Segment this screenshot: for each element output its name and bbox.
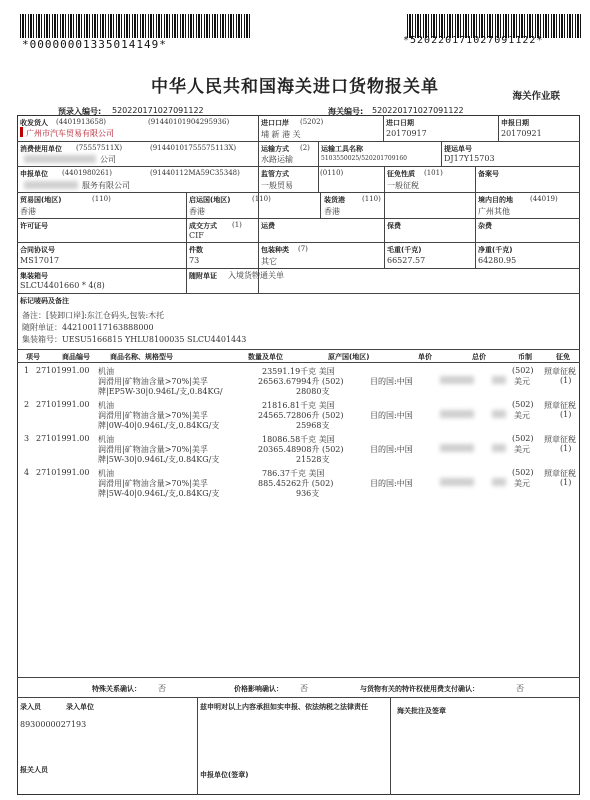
customs-number: 520220171027091122 [372,106,464,115]
item-name-line-2: 润滑用|矿物油含量>70%|美孚 [98,377,208,386]
destination-name: 广州其他 [478,207,510,216]
redacted-price [440,376,474,384]
item-no: 4 [24,468,30,477]
item-name-line-1: 机油 [98,469,114,478]
item-destination: 目的国:中国 [370,479,413,488]
col-name: 商品名称、规格型号 [110,353,173,361]
item-qty-line-3: 936支 [296,489,320,498]
bill-value: DJ17Y15703 [444,154,495,163]
origin-country: 香港 [189,207,205,216]
item-destination: 目的国:中国 [370,377,413,386]
item-name-line-1: 机油 [98,401,114,410]
item-levy: 照章征税 [544,469,576,478]
col-currency: 币制 [518,353,532,361]
consignee-name: 广州市汽车贸易有限公司 [26,129,114,138]
consumer-code: (75557511X) [76,144,123,152]
container-value: SLCU4401660 * 4(8) [20,281,105,290]
item-qty-line-2: 26563.67994升 (502) [258,377,344,386]
declarer-label: 报关人员 [20,766,48,774]
item-qty-line-1: 23591.19千克 美国 [262,367,335,376]
item-qty-line-2: 20365.48908升 (502) [258,445,344,454]
docs-value: 入境货物通关单 [228,271,284,280]
container-label: 集装箱号 [20,272,48,280]
origin-country-code: (110) [252,195,271,203]
import-port-name: 埔 新 港 关 [261,130,301,139]
col-levy: 征免 [556,353,570,361]
deal-label: 成交方式 [189,222,217,230]
item-currency-name: 美元 [514,445,530,454]
trade-country: 香港 [20,207,36,216]
remarks-line-3: 集装箱号：UESU5166815 YHLU8100035 SLCU4401443 [22,335,247,344]
redacted-name [24,155,96,163]
item-name-line-2: 润滑用|矿物油含量>70%|美孚 [98,445,208,454]
declare-date: 20170921 [501,129,542,138]
item-code: 27101991.00 [36,400,90,409]
pack-label: 包装种类 [261,246,289,254]
price-impact-label: 价格影响确认： [234,685,283,693]
item-qty-line-3: 21528支 [296,455,330,464]
deal-value: CIF [189,231,204,240]
consumer-label: 消费使用单位 [20,145,62,153]
consignee-code: (4401913658) [56,118,106,126]
transit-port-label: 装货港 [324,196,345,204]
item-levy: 照章征税 [544,401,576,410]
agent-label: 申报单位 [20,170,48,178]
levy-code: (101) [424,169,443,177]
levy-name: 一般征税 [387,181,419,190]
bill-label: 提运单号 [444,145,472,153]
remarks-label: 标记唛码及备注 [20,297,69,305]
docs-label: 随附单证 [189,272,217,280]
col-total: 总价 [472,353,486,361]
barcode-left [20,14,250,38]
item-levy: 照章征税 [544,367,576,376]
origin-country-label: 启运国(地区) [189,196,231,204]
col-no: 项号 [26,353,40,361]
item-currency-name: 美元 [514,377,530,386]
item-levy-code: (1) [560,410,572,419]
supervise-label: 监管方式 [261,170,289,178]
trade-country-code: (110) [92,195,111,203]
net-weight-value: 64280.95 [478,256,517,265]
redacted-price [492,376,506,384]
item-name-line-3: 牌|EP5W-30|0.946L/支,0.84KG/ [98,387,223,396]
col-code: 商品编号 [62,353,90,361]
destination-code: (44019) [530,195,558,203]
item-qty-line-2: 885.45262升 (502) [258,479,334,488]
item-name-line-1: 机油 [98,367,114,376]
transit-port-code: (110) [362,195,381,203]
special-relation-value: 否 [158,684,166,693]
redacted-price [440,444,474,452]
redacted-agent [24,181,78,189]
redacted-price [492,478,506,486]
item-no: 1 [24,366,30,375]
royalty-label: 与货物有关的特许权使用费支付确认： [360,685,479,693]
consignee-credit: (91440101904295936) [148,118,230,126]
item-name-line-3: 牌|5W-40|0.946L/支,0.84KG/支 [98,489,220,498]
import-port-code: (5202) [300,118,324,126]
entry-unit-label: 录入单位 [66,703,94,711]
misc-label: 杂费 [478,222,492,230]
price-impact-value: 否 [300,684,308,693]
item-levy-code: (1) [560,444,572,453]
item-name-line-2: 润滑用|矿物油含量>70%|美孚 [98,479,208,488]
entry-number: 8930000027193 [20,720,87,729]
deal-code: (1) [232,221,242,229]
col-qty: 数量及单位 [248,353,283,361]
import-date-label: 进口日期 [386,119,414,127]
item-name-line-3: 牌|0W-40|0.946L/支,0.84KG/支 [98,421,220,430]
net-weight-label: 净重(千克) [478,246,513,254]
transport-tool-value: 5103550025/520201709160 [321,155,408,162]
pack-value: 其它 [261,257,277,266]
item-destination: 目的国:中国 [370,411,413,420]
item-name-line-2: 润滑用|矿物油含量>70%|美孚 [98,411,208,420]
special-relation-label: 特殊关系确认： [92,685,141,693]
supervise-code: (0110) [320,169,344,177]
customs-label: 海关编号: [328,107,364,116]
transport-label: 运输方式 [261,145,289,153]
item-no: 2 [24,400,30,409]
col-origin: 原产国(地区) [328,353,370,361]
item-levy: 照章征税 [544,435,576,444]
item-code: 27101991.00 [36,366,90,375]
freight-label: 运费 [261,222,275,230]
item-currency-code: (502) [512,434,534,443]
item-qty-line-1: 18086.58千克 美国 [262,435,335,444]
agent-name-tail: 服务有限公司 [82,181,130,190]
customs-note-label: 海关批注及签章 [397,707,446,715]
consignee-label: 收发货人 [20,119,48,127]
consumer-name-tail: 公司 [100,155,116,164]
item-currency-code: (502) [512,366,534,375]
barcode-left-text: *00000001335014149* [22,38,167,51]
item-no: 3 [24,434,30,443]
item-qty-line-2: 24565.72806升 (502) [258,411,344,420]
transport-tool-label: 运输工具名称 [321,145,363,153]
transport-code: (2) [300,144,310,152]
item-destination: 目的国:中国 [370,445,413,454]
item-qty-line-3: 28080支 [296,387,330,396]
item-currency-code: (502) [512,468,534,477]
entry-person-label: 录入员 [20,703,41,711]
col-unit-price: 单价 [418,353,432,361]
pieces-value: 73 [189,256,200,265]
document-subtitle: 海关作业联 [512,91,560,102]
item-qty-line-3: 25968支 [296,421,330,430]
agent-credit: (91440112MA59C35348) [150,169,240,177]
item-code: 27101991.00 [36,468,90,477]
item-currency-name: 美元 [514,411,530,420]
remarks-line-1: 备注：[装卸口岸]:东江仓码头,包装:木托 [22,311,165,320]
legal-statement: 兹申明对以上内容承担如实申报、依法纳税之法律责任 [200,703,368,711]
transit-port: 香港 [324,207,340,216]
import-date: 20170917 [386,129,427,138]
import-port-label: 进口口岸 [261,119,289,127]
declare-date-label: 申报日期 [501,119,529,127]
levy-label: 征免性质 [387,170,415,178]
license-label: 许可证号 [20,222,48,230]
gross-weight-label: 毛重(千克) [387,246,422,254]
barcode-right-text: *520220171027091122* [403,35,544,46]
redacted-price [492,444,506,452]
item-name-line-1: 机油 [98,435,114,444]
preentry-label: 预录入编号: [58,107,102,116]
record-label: 备案号 [478,170,499,178]
item-levy-code: (1) [560,478,572,487]
item-code: 27101991.00 [36,434,90,443]
item-currency-code: (502) [512,400,534,409]
item-qty-line-1: 21816.81千克 美国 [262,401,335,410]
item-levy-code: (1) [560,376,572,385]
redacted-price [492,410,506,418]
agent-code: (4401980261) [62,169,112,177]
remarks-line-2: 随附单证：442100117163888000 [22,323,154,332]
redacted-price [440,410,474,418]
redacted-price [440,478,474,486]
red-mark [20,127,23,137]
pack-code: (7) [298,245,308,253]
consumer-credit: (91440101755575113X) [150,144,237,152]
contract-label: 合同协议号 [20,246,55,254]
declare-unit-label: 申报单位(签章) [200,771,249,779]
item-qty-line-1: 786.37千克 美国 [262,469,325,478]
supervise-name: 一般贸易 [261,181,293,190]
document-title: 中华人民共和国海关进口货物报关单 [151,77,439,97]
preentry-number: 520220171027091122 [112,106,204,115]
gross-weight-value: 66527.57 [387,256,426,265]
insurance-label: 保费 [387,222,401,230]
contract-value: MS17017 [20,256,60,265]
royalty-value: 否 [516,684,524,693]
pieces-label: 件数 [189,246,203,254]
transport-name: 水路运输 [261,155,293,164]
trade-country-label: 贸易国(地区) [20,196,62,204]
item-name-line-3: 牌|5W-30|0.946L/支,0.84KG/支 [98,455,220,464]
item-currency-name: 美元 [514,479,530,488]
destination-label: 境内目的地 [478,196,513,204]
